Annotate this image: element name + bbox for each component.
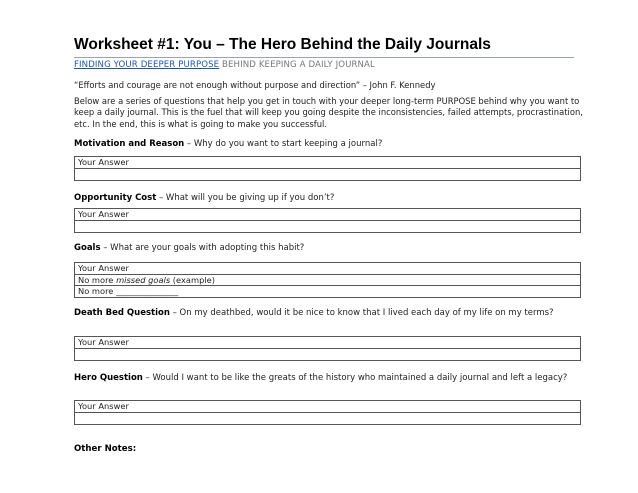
answer-line[interactable] — [75, 221, 580, 233]
goal-example-row[interactable] — [75, 275, 580, 287]
answer-line[interactable] — [75, 169, 580, 181]
question-heading: Hero Question — [74, 373, 143, 383]
answer-line[interactable] — [75, 349, 580, 361]
question-text: – What will you be giving up if you don’t? — [156, 193, 335, 203]
question-text: – What are your goals with adopting this habit? — [100, 243, 305, 253]
question-opportunity-cost — [74, 192, 584, 204]
answer-label: Your Answer — [75, 401, 580, 413]
example-suffix: (example) — [170, 274, 215, 285]
intro-paragraph: Below are a series of questions that help you get in touch with your deeper long-term PURPOSE behind why you want to keep a daily journal. This is the fuel that will keep you going despite the inconsistencies, failed attempts, procrastination, etc. In the end, this is what is going to make you successful. — [74, 96, 583, 129]
question-hero — [74, 372, 584, 384]
question-heading: Death Bed Question — [74, 308, 170, 318]
other-notes-heading: Other Notes: — [74, 444, 137, 454]
question-text: – Would I want to be like the greats of the history who maintained a daily journal and left a legacy? — [142, 373, 568, 383]
answer-box-hero[interactable] — [74, 400, 581, 425]
answer-box-goals[interactable] — [74, 262, 581, 298]
answer-label: Your Answer — [75, 337, 580, 349]
answer-label: Your Answer — [75, 157, 580, 169]
purpose-link[interactable]: FINDING YOUR DEEPER PURPOSE — [74, 60, 220, 70]
page-title: Worksheet #1: You – The Hero Behind the Daily Journals — [74, 36, 574, 58]
subtitle-rest: BEHIND KEEPING A DAILY JOURNAL — [219, 60, 375, 70]
question-heading: Opportunity Cost — [74, 193, 157, 203]
subtitle — [74, 60, 375, 71]
quote: “Efforts and courage are not enough without purpose and direction” – John F. Kennedy — [74, 80, 436, 90]
question-heading: Motivation and Reason — [74, 139, 185, 149]
answer-line[interactable] — [75, 413, 580, 425]
answer-box-death-bed[interactable] — [74, 336, 581, 361]
answer-label: Your Answer — [75, 263, 580, 275]
question-heading: Goals — [74, 243, 101, 253]
example-italic: missed goals — [116, 274, 171, 285]
question-motivation — [74, 138, 584, 150]
answer-label: Your Answer — [75, 209, 580, 221]
question-text: – On my deathbed, would it be nice to know that I lived each day of my life on my terms? — [169, 308, 554, 318]
question-text: – Why do you want to start keeping a journal? — [184, 139, 383, 149]
answer-box-motivation[interactable] — [74, 156, 581, 181]
goal-blank-row[interactable]: No more _______________ — [75, 286, 580, 298]
question-death-bed — [74, 307, 584, 319]
answer-box-opportunity-cost[interactable] — [74, 208, 581, 233]
question-goals — [74, 242, 584, 254]
example-prefix: No more — [78, 274, 117, 285]
